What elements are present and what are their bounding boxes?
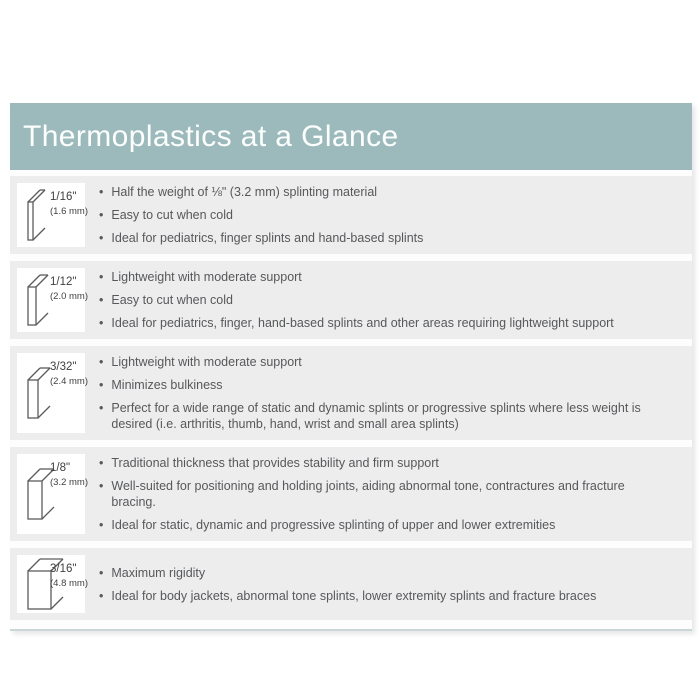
thickness-mm-label: (3.2 mm) <box>50 477 88 488</box>
feature-text: Half the weight of ⅛" (3.2 mm) splinting material <box>111 185 378 199</box>
bullet-dot: • <box>99 293 104 307</box>
feature-list <box>85 346 692 440</box>
feature-item <box>99 517 664 533</box>
sheet-edge-3d-icon <box>25 272 50 328</box>
thickness-icon-box <box>17 555 88 613</box>
thickness-icon-box <box>17 183 88 247</box>
feature-item <box>99 400 664 432</box>
thickness-row <box>10 548 692 620</box>
thickness-row <box>10 261 692 339</box>
thickness-inches-label: 3/32" <box>50 361 77 373</box>
thickness-row <box>10 346 692 440</box>
feature-text: Easy to cut when cold <box>111 293 233 307</box>
feature-list <box>85 447 692 541</box>
thickness-icon-box <box>17 268 88 332</box>
bullet-dot: • <box>99 208 104 222</box>
thickness-mm-label: (2.4 mm) <box>50 376 88 387</box>
feature-list <box>85 176 692 254</box>
feature-text: Maximum rigidity <box>111 565 206 580</box>
feature-text: Minimizes bulkiness <box>111 378 223 392</box>
thickness-rows-container <box>10 170 692 620</box>
feature-list <box>85 261 692 339</box>
feature-text: Easy to cut when cold <box>111 208 233 222</box>
feature-item <box>99 230 664 246</box>
feature-item <box>99 565 664 581</box>
thickness-mm-label: (4.8 mm) <box>50 578 88 589</box>
feature-text: Lightweight with moderate support <box>111 355 302 369</box>
feature-item <box>99 269 664 285</box>
feature-text: Ideal for pediatrics, finger, hand-based splints and other areas requiring lightweight support <box>111 316 614 330</box>
bullet-dot: • <box>99 479 104 493</box>
bullet-dot: • <box>99 270 104 284</box>
sheet-edge-3d-icon <box>25 187 47 243</box>
bullet-dot: • <box>99 518 104 532</box>
thickness-labels <box>50 563 88 590</box>
feature-item <box>99 354 664 370</box>
feature-item <box>99 315 664 331</box>
feature-list <box>85 548 692 620</box>
thickness-icon-box <box>17 353 88 433</box>
bullet-dot: • <box>99 355 104 369</box>
feature-text: Ideal for static, dynamic and progressive splinting of upper and lower extremities <box>111 518 556 532</box>
thickness-mm-label: (1.6 mm) <box>50 206 88 217</box>
thickness-labels <box>50 191 88 218</box>
thickness-inches-label: 1/12" <box>50 276 77 288</box>
sheet-edge-3d-icon <box>25 365 52 421</box>
bullet-dot: • <box>99 185 104 199</box>
thickness-row <box>10 447 692 541</box>
feature-item <box>99 184 664 200</box>
thickness-icon-box <box>17 454 88 534</box>
feature-text: Perfect for a wide range of static and dynamic splints or progressive splints where less weight is desired (i.e. arthritis, thumb, hand, wrist and small area splints) <box>111 401 641 431</box>
bullet-dot: • <box>99 378 104 392</box>
thickness-labels <box>50 276 88 303</box>
header-bar <box>10 103 692 170</box>
thickness-labels <box>50 462 88 489</box>
feature-text: Lightweight with moderate support <box>111 270 302 284</box>
bullet-dot: • <box>99 565 104 580</box>
feature-item <box>99 207 664 223</box>
feature-text: Ideal for body jackets, abnormal tone splints, lower extremity splints and fracture braces <box>111 588 597 603</box>
thickness-labels <box>50 361 88 388</box>
thermoplastics-card <box>10 103 692 631</box>
feature-item <box>99 292 664 308</box>
feature-item <box>99 455 664 471</box>
feature-text: Traditional thickness that provides stability and firm support <box>111 456 439 470</box>
thickness-inches-label: 3/16" <box>50 563 77 575</box>
bullet-dot: • <box>99 401 104 415</box>
feature-item <box>99 377 664 393</box>
feature-text: Ideal for pediatrics, finger splints and hand-based splints <box>111 231 424 245</box>
feature-item <box>99 478 664 510</box>
thickness-inches-label: 1/16" <box>50 191 77 203</box>
feature-text: Well-suited for positioning and holding joints, aiding abnormal tone, contractures and fracture bracing. <box>111 479 625 509</box>
thickness-row <box>10 176 692 254</box>
bullet-dot: • <box>99 456 104 470</box>
page-title: Thermoplastics at a Glance <box>23 119 399 153</box>
thickness-mm-label: (2.0 mm) <box>50 291 88 302</box>
bullet-dot: • <box>99 316 104 330</box>
bullet-dot: • <box>99 588 104 603</box>
feature-item <box>99 588 664 604</box>
thickness-inches-label: 1/8" <box>50 462 71 474</box>
bullet-dot: • <box>99 231 104 245</box>
